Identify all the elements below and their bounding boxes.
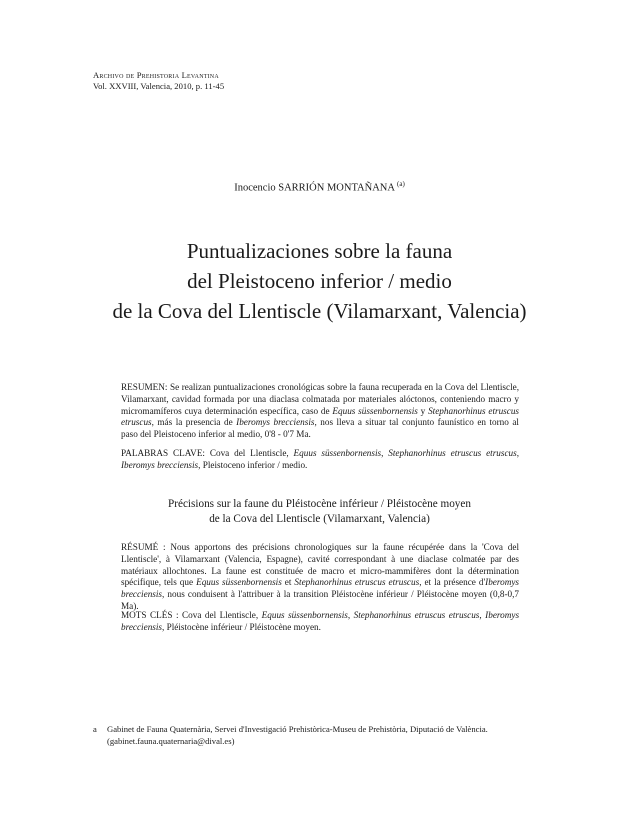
resume-label: RÉSUMÉ :	[121, 542, 166, 552]
footnote-affiliation: Gabinet de Fauna Quaternària, Servei d'Investigació Prehistòrica-Museu de Prehistòria, Diputació de València.	[107, 724, 488, 734]
resumen-text: , más la presencia de	[151, 417, 237, 428]
mots-taxon: Stephanorhinus etruscus etruscus	[353, 610, 480, 620]
resumen-text: Se realizan puntualizaciones cronológicas sobre la fauna recuperada en la Cova del Llentiscle, Vilamarxant, cavidad formada por una diaclasa colmatada por materiales alóctonos, conteniendo macro y micromamíferos cuya determinación específica, caso de	[121, 382, 519, 416]
resume-text: , et la présence d'	[419, 577, 486, 588]
journal-name: Archivo de Prehistoria Levantina	[93, 70, 219, 80]
resume-taxon: Stephanorhinus etruscus etruscus	[294, 577, 420, 588]
palabras-taxon: Stephanorhinus etruscus etruscus	[388, 448, 517, 458]
mots-taxon: Equus süssenbornensis	[261, 610, 348, 620]
resume-taxon: Equus süssenbornensis	[196, 577, 282, 588]
resume-text: et	[281, 577, 295, 588]
mots-text: ,	[347, 610, 354, 620]
volume-line: Vol. XXVIII, Valencia, 2010, p. 11-45	[93, 81, 225, 91]
keywords-spanish	[121, 448, 519, 472]
author-note-mark: (a)	[397, 180, 405, 188]
footnote-mark: a	[93, 724, 97, 734]
title-line-2: del Pleistoceno inferior / medio	[187, 269, 452, 293]
footnote	[93, 724, 488, 747]
palabras-label: PALABRAS CLAVE:	[121, 448, 205, 458]
resumen-taxon: Equus süssenbornensis	[332, 405, 418, 416]
palabras-taxon: Iberomys brecciensis	[121, 459, 199, 470]
palabras-text: ,	[516, 448, 520, 458]
journal-header	[93, 70, 224, 92]
author-line	[0, 180, 639, 194]
palabras-text: ,	[381, 448, 389, 458]
abstract-french	[121, 542, 519, 613]
mots-text: , Pléistocène inférieur / Pléistocène moyen.	[162, 621, 321, 632]
mots-taxon: Iberomys brecciensis	[121, 610, 520, 632]
palabras-text: Cova del Llentiscle,	[205, 448, 294, 458]
keywords-french	[121, 610, 519, 634]
abstract-spanish	[121, 382, 519, 441]
footnote-email: (gabinet.fauna.quaternaria@dival.es)	[107, 735, 235, 746]
resume-text: Nous apportons des précisions chronologiques sur la faune récupérée dans la 'Cova del Llentiscle', à Vilamarxant (Valencia, Espagne), cavité correspondant à une diaclase colmatée par des matériaux allochtones. La faune est constituée de macro et micro-mammifères dont la détermination spécifique, tels que	[121, 542, 519, 588]
resume-text: , nous conduisent à l'attribuer à la transition Pléistocène inférieur / Pléistocène moyen (0,8-0,7 Ma).	[121, 589, 519, 611]
resumen-taxon: Stephanorhinus etruscus etruscus	[121, 405, 519, 428]
palabras-text: , Pleistoceno inferior / medio.	[198, 459, 308, 470]
resumen-label: RESUMEN:	[121, 382, 168, 392]
title-line-1: Puntualizaciones sobre la fauna	[186, 239, 453, 263]
french-title	[0, 497, 639, 526]
resumen-text: y	[417, 405, 429, 416]
mots-label: MOTS CLÉS :	[121, 610, 179, 620]
french-title-line-1: Précisions sur la faune du Pléistocène inférieur / Pléistocène moyen	[168, 498, 471, 510]
mots-text: ,	[479, 610, 486, 620]
author-name: Inocencio SARRIÓN MONTAÑANA	[234, 182, 395, 194]
mots-text: Cova del Llentiscle,	[178, 610, 262, 620]
resume-taxon: Iberomys brecciensis	[121, 577, 519, 600]
french-title-line-2: de la Cova del Llentiscle (Vilamarxant, Valencia)	[209, 512, 430, 525]
resumen-text: , nos lleva a situar tal conjunto faunístico en torno al paso del Pleistoceno inferior al medio, 0'8 - 0'7 Ma.	[121, 417, 519, 440]
palabras-taxon: Equus süssenbornensis	[293, 448, 382, 458]
article-title	[40, 236, 599, 326]
resumen-taxon: Iberomys brecciensis	[236, 417, 315, 428]
title-line-3: de la Cova del Llentiscle (Vilamarxant, Valencia)	[112, 299, 527, 323]
